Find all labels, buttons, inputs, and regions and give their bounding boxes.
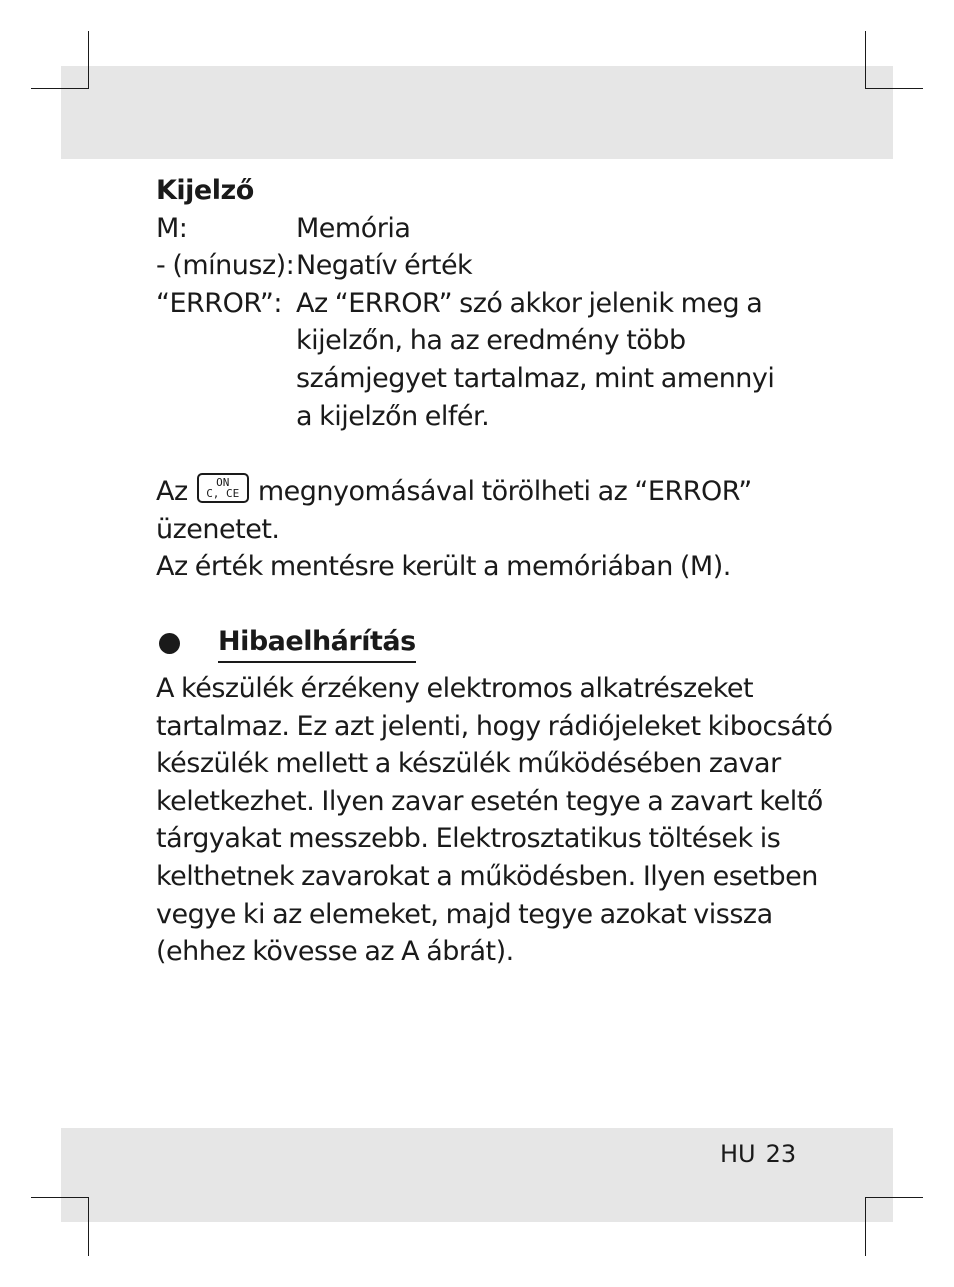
footer-language: HU <box>720 1140 756 1168</box>
clear-error-paragraph <box>156 473 836 548</box>
definition-row <box>156 247 836 285</box>
crop-mark <box>31 88 89 89</box>
key-label-bottom: C, CE <box>206 487 240 501</box>
definition-term: “ERROR”: <box>156 287 282 319</box>
crop-mark <box>865 1197 923 1198</box>
on-clear-key-icon <box>197 473 249 503</box>
definition-row <box>156 285 836 435</box>
crop-mark <box>88 31 89 89</box>
definition-row <box>156 210 836 248</box>
page-number: 23 <box>765 1140 797 1168</box>
memory-paragraph: Az érték mentésre került a memóriában (M). <box>156 551 731 583</box>
crop-mark <box>865 31 866 89</box>
crop-mark <box>865 88 923 89</box>
page-content <box>156 172 836 971</box>
troubleshooting-body: A készülék érzékeny elektromos alkatrészeket tartalmaz. Ez azt jelenti, hogy rádiójeleket kibocsátó készülék mellett a készülék működésében zavar keletkezhet. Ilyen zavar esetén tegye a zavart keltő tárgyakat messzebb. Elektrosztatikus töltések is kelthetnek zavarokat a működésben. Ilyen esetben vegye ki az elemeket, majd tegye azokat vissza (ehhez kövesse az A ábrát). <box>156 672 833 968</box>
crop-mark <box>865 1198 866 1256</box>
clear-sentence-suffix: megnyomásával törölheti az “ERROR” üzenetet. <box>156 476 752 545</box>
crop-mark <box>31 1197 89 1198</box>
header-band <box>61 66 893 159</box>
crop-mark <box>88 1198 89 1256</box>
definition-list <box>156 210 836 436</box>
definition-description: Negatív érték <box>296 250 473 282</box>
key-label-top: ON <box>216 476 230 490</box>
definition-term: - (mínusz): <box>156 250 295 282</box>
definition-description: Memória <box>296 212 411 244</box>
section-heading-display: Kijelző <box>156 175 254 206</box>
section-title-troubleshooting: Hibaelhárítás <box>218 625 416 663</box>
definition-description: Az “ERROR” szó akkor jelenik meg a kijelzőn, ha az eredmény több számjegyet tartalmaz, mint amennyi a kijelzőn elfér. <box>296 287 775 432</box>
page-footer <box>720 1140 806 1168</box>
troubleshooting-heading <box>156 622 836 666</box>
bullet-icon <box>159 633 180 654</box>
clear-sentence-prefix: Az <box>156 476 188 508</box>
definition-term: M: <box>156 212 188 244</box>
